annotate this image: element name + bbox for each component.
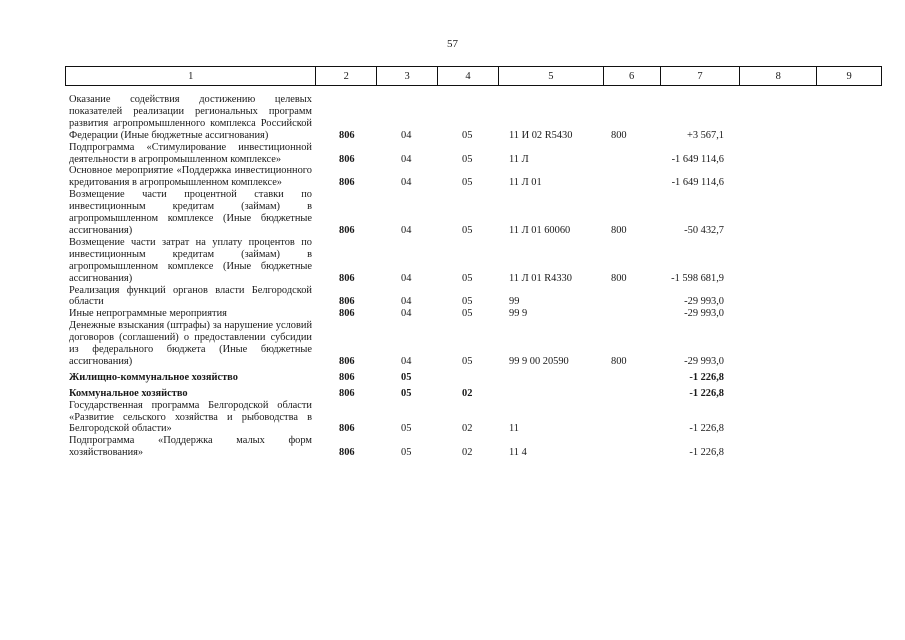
table-row (69, 388, 789, 400)
row-amount: -1 226,8 (689, 371, 724, 383)
row-description: Подпрограмма «Стимулирование инвестиционной деятельности в агропромышленном комплексе» (69, 141, 312, 165)
row-code-subsection: 05 (462, 355, 473, 367)
row-code-subsection: 02 (462, 423, 473, 435)
row-description: Реализация функций органов власти Белгородской области (69, 284, 312, 308)
row-code-subsection: 05 (462, 153, 473, 165)
row-target-article: 99 (509, 296, 520, 308)
row-expense-type: 800 (611, 129, 627, 141)
column-header-3: 3 (377, 67, 438, 85)
table-row (69, 285, 789, 309)
row-code-ministry: 806 (339, 224, 355, 236)
row-expense-type: 800 (611, 355, 627, 367)
table-row (69, 372, 789, 384)
row-code-subsection: 05 (462, 308, 473, 320)
row-code-ministry: 806 (339, 153, 355, 165)
row-code-ministry: 806 (339, 423, 355, 435)
table-row (69, 308, 789, 320)
row-description: Государственная программа Белгородской области «Развитие сельского хозяйства и рыбоводства в Белгородской области» (69, 399, 312, 435)
row-amount: -1 226,8 (689, 447, 724, 459)
row-expense-type: 800 (611, 272, 627, 284)
row-code-subsection: 05 (462, 296, 473, 308)
row-description: Жилищно-коммунальное хозяйство (69, 371, 238, 383)
row-code-section: 04 (401, 177, 412, 189)
row-description: Коммунальное хозяйство (69, 387, 188, 399)
row-amount: -1 649 114,6 (671, 177, 724, 189)
table-row (69, 189, 789, 237)
column-header-9: 9 (846, 70, 852, 82)
row-amount: -50 432,7 (684, 224, 724, 236)
row-code-section: 05 (401, 423, 412, 435)
row-code-ministry: 806 (339, 447, 355, 459)
row-code-subsection: 05 (462, 224, 473, 236)
row-amount: -29 993,0 (684, 355, 724, 367)
row-description: Подпрограмма «Поддержка малых форм хозяйствования» (69, 435, 312, 459)
column-header-4: 4 (438, 67, 499, 85)
column-header-6: 6 (604, 67, 661, 85)
row-code-ministry: 806 (339, 129, 355, 141)
row-code-section: 04 (401, 308, 412, 320)
row-amount: -1 649 114,6 (671, 153, 724, 165)
row-description: Иные непрограммные мероприятия (69, 308, 227, 320)
row-code-subsection: 05 (462, 177, 473, 189)
row-target-article: 11 Л 01 (509, 177, 542, 189)
row-code-ministry: 806 (339, 371, 355, 383)
row-code-section: 04 (401, 272, 412, 284)
row-target-article: 11 Л (509, 153, 529, 165)
row-target-article: 11 4 (509, 447, 527, 459)
row-code-ministry: 806 (339, 296, 355, 308)
row-target-article: 11 Л 01 R4330 (509, 272, 572, 284)
column-header-1: 1 (66, 67, 316, 85)
table-row (69, 165, 789, 189)
row-target-article: 11 Л 01 60060 (509, 224, 571, 236)
row-code-ministry: 806 (339, 177, 355, 189)
row-amount: -1 226,8 (689, 387, 724, 399)
column-header-7: 7 (661, 67, 741, 85)
row-code-subsection: 02 (462, 447, 473, 459)
table-row (69, 237, 789, 285)
row-code-ministry: 806 (339, 355, 355, 367)
column-header-2: 2 (316, 67, 377, 85)
budget-table-body (69, 94, 789, 459)
column-header-5: 5 (499, 67, 604, 85)
row-target-article: 11 И 02 R5430 (509, 129, 573, 141)
row-code-ministry: 806 (339, 387, 355, 399)
row-description: Возмещение части процентной ставки по инвестиционным кредитам (займам) в агропромышленном комплексе (Иные бюджетные ассигнования) (69, 189, 312, 236)
column-header-row (65, 66, 882, 86)
row-description: Оказание содействия достижению целевых показателей реализации региональных программ развития агропромышленного комплекса Российской Федерации (Иные бюджетные ассигнования) (69, 94, 312, 141)
row-description: Денежные взыскания (штрафы) за нарушение условий договоров (соглашений) о предоставлении субсидии из федерального бюджета (Иные бюджетные ассигнования) (69, 320, 312, 367)
row-amount: -1 226,8 (689, 423, 724, 435)
row-code-section: 04 (401, 355, 412, 367)
row-code-section: 04 (401, 129, 412, 141)
row-target-article: 11 (509, 423, 520, 435)
row-expense-type: 800 (611, 224, 627, 236)
row-code-section: 04 (401, 296, 412, 308)
table-row (69, 435, 789, 459)
row-amount: -29 993,0 (684, 296, 724, 308)
row-code-section: 04 (401, 153, 412, 165)
row-description: Основное мероприятие «Поддержка инвестиционного кредитования в агропромышленном комплексе» (69, 165, 312, 189)
row-target-article: 99 9 00 20590 (509, 355, 569, 367)
row-code-section: 05 (401, 371, 412, 383)
page-number: 57 (447, 38, 458, 50)
row-code-ministry: 806 (339, 308, 355, 320)
row-amount: +3 567,1 (686, 129, 724, 141)
row-code-subsection: 02 (462, 387, 473, 399)
row-code-section: 04 (401, 224, 412, 236)
row-code-subsection: 05 (462, 129, 473, 141)
table-row (69, 142, 789, 166)
row-amount: -29 993,0 (684, 308, 724, 320)
column-header-8: 8 (740, 67, 817, 85)
row-code-subsection: 05 (462, 272, 473, 284)
row-target-article: 99 9 (509, 308, 528, 320)
row-code-section: 05 (401, 447, 412, 459)
table-row (69, 320, 789, 368)
table-row (69, 94, 789, 142)
row-description: Возмещение части затрат на уплату процентов по инвестиционным кредитам (займам) в агропромышленном комплексе (Иные бюджетные ассигнования) (69, 236, 312, 284)
row-amount: -1 598 681,9 (671, 272, 724, 284)
row-code-section: 05 (401, 387, 412, 399)
row-code-ministry: 806 (339, 272, 355, 284)
table-row (69, 400, 789, 436)
